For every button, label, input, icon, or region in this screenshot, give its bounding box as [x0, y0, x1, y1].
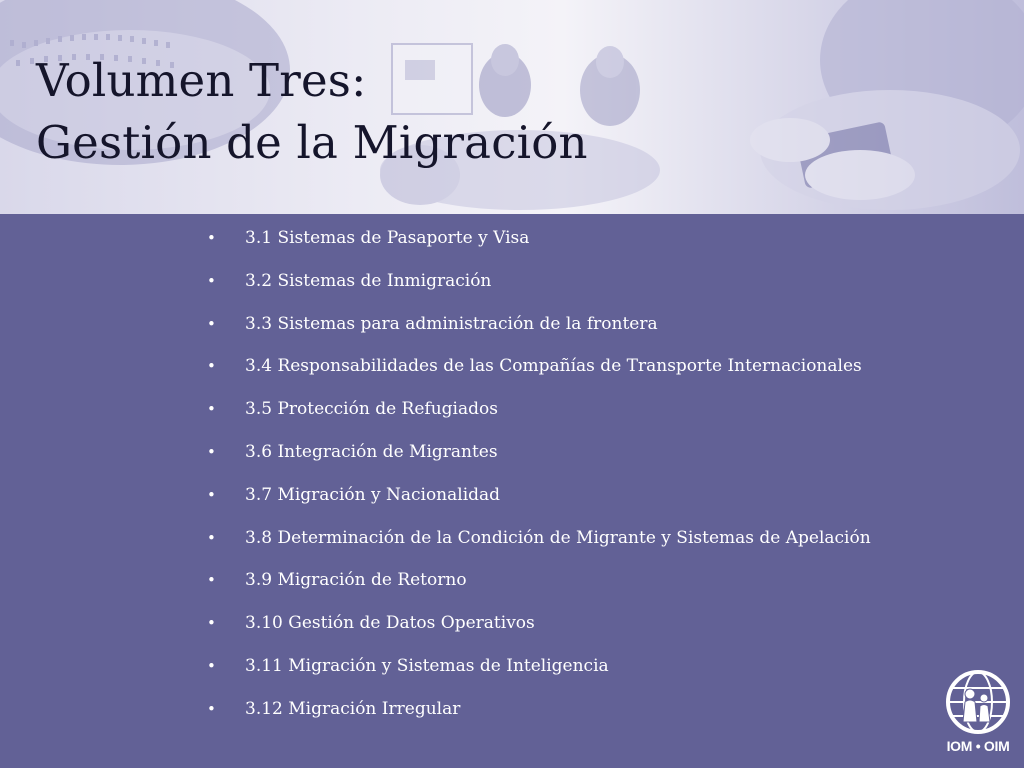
bullet: • — [207, 485, 216, 504]
bullet: • — [207, 442, 216, 461]
bullet: • — [207, 271, 216, 290]
bullet: • — [207, 314, 216, 333]
logo-text: IOM • OIM — [946, 738, 1010, 754]
list-item — [207, 480, 871, 523]
list-item-label: 3.4 Responsabilidades de las Compañías de Transporte Internacionales — [245, 356, 862, 377]
slide-title-line-2: Gestión de la Migración — [36, 116, 588, 169]
list-item-label: 3.3 Sistemas para administración de la frontera — [245, 313, 658, 334]
bullet: • — [207, 400, 216, 419]
iom-logo — [940, 668, 1016, 762]
list-item — [207, 437, 871, 480]
list-item — [207, 266, 871, 309]
bullet: • — [207, 357, 216, 376]
list-item — [207, 651, 871, 694]
list-item-label: 3.7 Migración y Nacionalidad — [245, 484, 501, 505]
list-item — [207, 565, 871, 608]
list-item — [207, 694, 871, 737]
list-item-label: 3.6 Integración de Migrantes — [245, 441, 498, 462]
list-item-label: 3.10 Gestión de Datos Operativos — [245, 613, 535, 634]
bullet: • — [207, 528, 216, 547]
list-item — [207, 309, 871, 352]
slide-title-line-1: Volumen Tres: — [36, 54, 367, 107]
list-item — [207, 608, 871, 651]
bullet: • — [207, 571, 216, 590]
header-banner — [0, 0, 1024, 214]
globe-with-people-icon — [944, 668, 1012, 736]
list-item-label: 3.2 Sistemas de Inmigración — [245, 270, 492, 291]
bullet: • — [207, 699, 216, 718]
bullet: • — [207, 229, 216, 247]
list-item-label: 3.5 Protección de Refugiados — [245, 399, 498, 420]
list-item — [207, 223, 871, 266]
list-item — [207, 351, 871, 394]
bullet: • — [207, 656, 216, 675]
slide-title — [36, 50, 588, 174]
list-item-label: 3.8 Determinación de la Condición de Migrante y Sistemas de Apelación — [245, 527, 871, 548]
bullet: • — [207, 614, 216, 633]
list-item — [207, 394, 871, 437]
list-item-label: 3.11 Migración y Sistemas de Inteligencia — [245, 655, 609, 676]
list-item — [207, 523, 871, 566]
list-item-label: 3.9 Migración de Retorno — [245, 570, 467, 591]
list-item-label: 3.12 Migración Irregular — [245, 698, 461, 719]
agenda-list — [207, 223, 871, 737]
list-item-label: 3.1 Sistemas de Pasaporte y Visa — [245, 228, 530, 248]
